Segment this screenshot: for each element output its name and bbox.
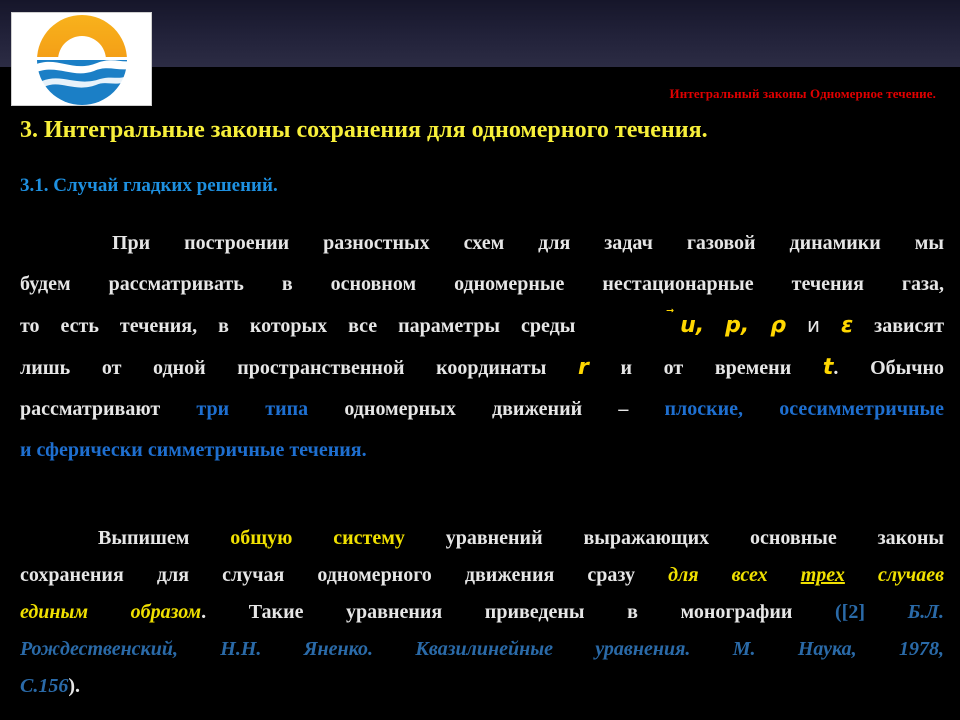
p2-line-1: Выпишем общую систему уравнений выражающих основные законы: [98, 527, 945, 549]
header-note: Интегральный законы Одномерное течение.: [669, 86, 936, 101]
p1-line-6: и сферически симметричные течения.: [20, 439, 367, 461]
subsection-heading: 3.1. Случай гладких решений.: [20, 175, 278, 196]
pressure-symbol: p: [725, 313, 741, 338]
p1-line-4: лишь от одной пространственной координаты r и от времени t. Обычно: [20, 355, 945, 380]
paragraph-1: [20, 223, 944, 471]
p1-line-2: будем рассматривать в основном одномерные нестационарные течения газа,: [20, 273, 944, 295]
p1-line-5: рассматривают три типа одномерных движений – плоские, осесимметричные: [20, 398, 945, 420]
p1-line-1: При построении разностных схем для задач газовой динамики мы: [112, 232, 944, 254]
time-symbol: t: [822, 355, 834, 380]
logo: [11, 12, 152, 106]
velocity-vector-symbol: u: [680, 313, 696, 338]
p2-line-2: сохранения для случая одномерного движения сразу для всех трех случаев: [20, 564, 945, 586]
sun-sea-logo-icon: [12, 13, 151, 105]
page-title: 3. Интегральные законы сохранения для одномерного течения.: [20, 117, 708, 143]
p2-line-3: единым образом. Такие уравнения приведены в монографии ([2] Б.Л.: [20, 601, 945, 623]
paragraph-2: [20, 520, 944, 705]
p2-line-5: С.156).: [20, 675, 81, 697]
coordinate-symbol: r: [577, 355, 589, 380]
density-symbol: ρ: [770, 313, 786, 338]
energy-symbol: ε: [840, 313, 854, 338]
p2-line-4: Рождественский, Н.Н. Яненко. Квазилинейные уравнения. М. Наука, 1978,: [20, 638, 944, 660]
p1-line-3: то есть течения, в которых все параметры среды u, p, ρ и ε зависят: [20, 305, 944, 347]
